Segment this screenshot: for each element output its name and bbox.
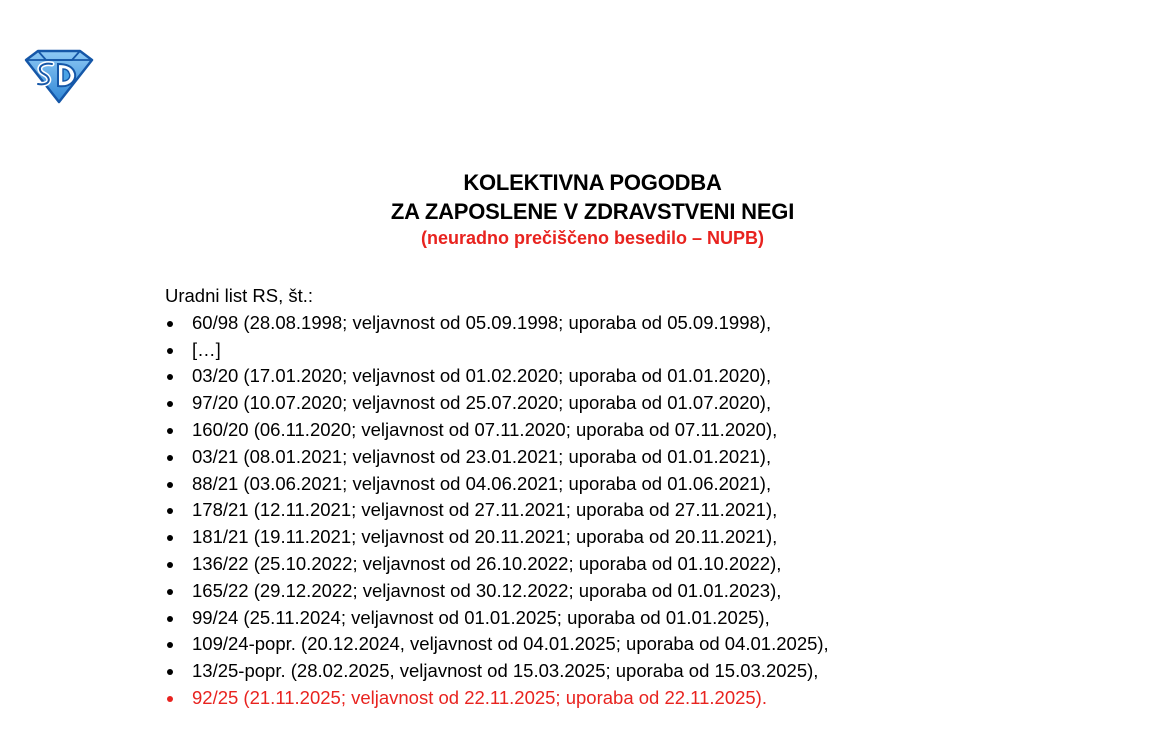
list-item xyxy=(165,444,829,471)
list-item xyxy=(165,578,829,605)
list-item xyxy=(165,471,829,498)
bullet-icon xyxy=(167,696,173,702)
bullet-icon xyxy=(167,589,173,595)
bullet-icon xyxy=(167,562,173,568)
list-item xyxy=(165,658,829,685)
list-item xyxy=(165,631,829,658)
gazette-list xyxy=(165,310,829,712)
bullet-icon xyxy=(167,428,173,434)
logo-graphic xyxy=(22,48,96,104)
document-subtitle: (neuradno prečiščeno besedilo – NUPB) xyxy=(420,228,765,248)
list-item xyxy=(165,363,829,390)
list-item-text: 165/22 (29.12.2022; veljavnost od 30.12.2022; uporaba od 01.01.2023), xyxy=(192,579,782,601)
bullet-icon xyxy=(167,616,173,622)
list-item-text: 92/25 (21.11.2025; veljavnost od 22.11.2025; uporaba od 22.11.2025). xyxy=(192,686,767,708)
bullet-icon xyxy=(167,348,173,354)
gazette-references xyxy=(165,283,829,712)
sd-shield-logo xyxy=(22,48,96,104)
title-line-1: KOLEKTIVNA POGODBA xyxy=(463,170,722,195)
list-item-text: […] xyxy=(192,338,221,360)
list-item-text: 13/25-popr. (28.02.2025, veljavnost od 15.03.2025; uporaba od 15.03.2025), xyxy=(192,660,819,682)
bullet-icon xyxy=(167,455,173,461)
gazette-heading: Uradni list RS, št.: xyxy=(165,285,314,306)
bullet-icon xyxy=(167,535,173,541)
list-item-text: 60/98 (28.08.1998; veljavnost od 05.09.1998; uporaba od 05.09.1998), xyxy=(192,311,772,333)
bullet-icon xyxy=(167,401,173,407)
bullet-icon xyxy=(167,508,173,514)
bullet-icon xyxy=(167,669,173,675)
bullet-icon xyxy=(167,642,173,648)
list-item-text: 88/21 (03.06.2021; veljavnost od 04.06.2021; uporaba od 01.06.2021), xyxy=(192,472,772,494)
list-item xyxy=(165,605,829,632)
list-item-text: 97/20 (10.07.2020; veljavnost od 25.07.2020; uporaba od 01.07.2020), xyxy=(192,392,772,414)
bullet-icon xyxy=(167,374,173,380)
list-item-text: 136/22 (25.10.2022; veljavnost od 26.10.2022; uporaba od 01.10.2022), xyxy=(192,552,782,574)
list-item xyxy=(165,497,829,524)
list-item xyxy=(165,524,829,551)
bullet-icon xyxy=(167,321,173,327)
list-item xyxy=(165,310,829,337)
title-line-2: ZA ZAPOSLENE V ZDRAVSTVENI NEGI xyxy=(390,199,795,224)
list-item-text: 178/21 (12.11.2021; veljavnost od 27.11.2021; uporaba od 27.11.2021), xyxy=(192,499,778,521)
list-item-text: 181/21 (19.11.2021; veljavnost od 20.11.2021; uporaba od 20.11.2021), xyxy=(192,526,778,548)
list-item-text: 99/24 (25.11.2024; veljavnost od 01.01.2025; uporaba od 01.01.2025), xyxy=(192,606,770,628)
list-item xyxy=(165,417,829,444)
list-item-text: 160/20 (06.11.2020; veljavnost od 07.11.2020; uporaba od 07.11.2020), xyxy=(192,418,778,440)
list-item-text: 03/21 (08.01.2021; veljavnost od 23.01.2021; uporaba od 01.01.2021), xyxy=(192,445,772,467)
list-item xyxy=(165,390,829,417)
list-item-text: 109/24-popr. (20.12.2024, veljavnost od 04.01.2025; uporaba od 04.01.2025), xyxy=(192,633,829,655)
list-item xyxy=(165,551,829,578)
list-item-latest xyxy=(165,685,829,712)
document-title xyxy=(0,168,1157,250)
bullet-icon xyxy=(167,482,173,488)
list-item xyxy=(165,337,829,364)
list-item-text: 03/20 (17.01.2020; veljavnost od 01.02.2020; uporaba od 01.01.2020), xyxy=(192,365,772,387)
